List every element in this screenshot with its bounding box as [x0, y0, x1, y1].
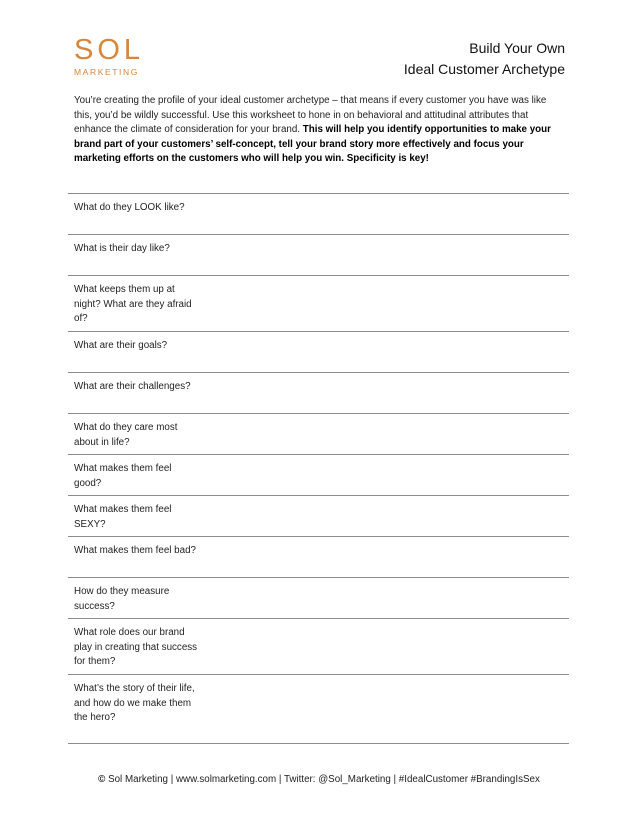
question-label: What keeps them up at night? What are they afraid of? — [74, 284, 192, 325]
worksheet-row — [68, 331, 569, 372]
question-label: What makes them feel bad? — [74, 545, 196, 556]
copyright-symbol: © — [98, 774, 106, 785]
logo-subtitle: MARKETING — [74, 67, 139, 77]
worksheet-row — [68, 372, 569, 413]
worksheet-row — [68, 536, 569, 577]
answer-area[interactable] — [208, 537, 569, 577]
question-label: What makes them feel good? — [74, 463, 172, 489]
title-line-2: Ideal Customer Archetype — [403, 61, 565, 77]
question-label: What role does our brand play in creating that success for them? — [74, 627, 198, 668]
worksheet-row — [68, 275, 569, 331]
worksheet-row — [68, 454, 569, 495]
worksheet-row — [68, 413, 569, 454]
answer-area[interactable] — [208, 675, 569, 743]
worksheet-row — [68, 495, 569, 536]
logo-wordmark: SOL — [74, 34, 145, 66]
footer-text: Sol Marketing | www.solmarketing.com | Twitter: @Sol_Marketing | #IdealCustomer #BrandingIsSex — [108, 774, 540, 785]
answer-area[interactable] — [208, 619, 569, 674]
answer-area[interactable] — [208, 496, 569, 536]
answer-area[interactable] — [208, 194, 569, 234]
page-footer — [0, 774, 638, 785]
worksheet-row — [68, 234, 569, 275]
title-line-1: Build Your Own — [469, 40, 565, 56]
answer-area[interactable] — [208, 332, 569, 372]
answer-area[interactable] — [208, 414, 569, 454]
question-label: What makes them feel SEXY? — [74, 504, 172, 530]
intro-bold-text: This will help you identify opportunities to make your brand part of your customers’ self-concept, tell your brand story more effectively and focus your marketing efforts on the customers who will help you win. Specificity is key! — [74, 124, 551, 165]
answer-area[interactable] — [208, 455, 569, 495]
answer-area[interactable] — [208, 235, 569, 275]
worksheet-row — [68, 674, 569, 744]
intro-text: You’re creating the profile of your ideal customer archetype – that means if every customer you have was like this, you’d be wildly successful. Use this worksheet to hone in on behavioral and attitudinal attributes that enhance the climate of consideration for your brand. — [74, 95, 547, 136]
question-label: What do they LOOK like? — [74, 202, 185, 213]
question-label: What are their goals? — [74, 340, 168, 351]
intro-paragraph — [74, 94, 564, 167]
worksheet-row — [68, 193, 569, 234]
page-title — [404, 38, 565, 80]
question-label: What’s the story of their life, and how do we make them the hero? — [74, 683, 195, 724]
worksheet-table — [68, 193, 569, 744]
sol-marketing-logo — [74, 34, 164, 80]
worksheet-row — [68, 618, 569, 674]
question-label: What do they care most about in life? — [74, 422, 178, 448]
answer-area[interactable] — [208, 276, 569, 331]
worksheet-row — [68, 577, 569, 618]
question-label: What is their day like? — [74, 243, 170, 254]
question-label: How do they measure success? — [74, 586, 170, 612]
answer-area[interactable] — [208, 373, 569, 413]
answer-area[interactable] — [208, 578, 569, 618]
question-label: What are their challenges? — [74, 381, 191, 392]
